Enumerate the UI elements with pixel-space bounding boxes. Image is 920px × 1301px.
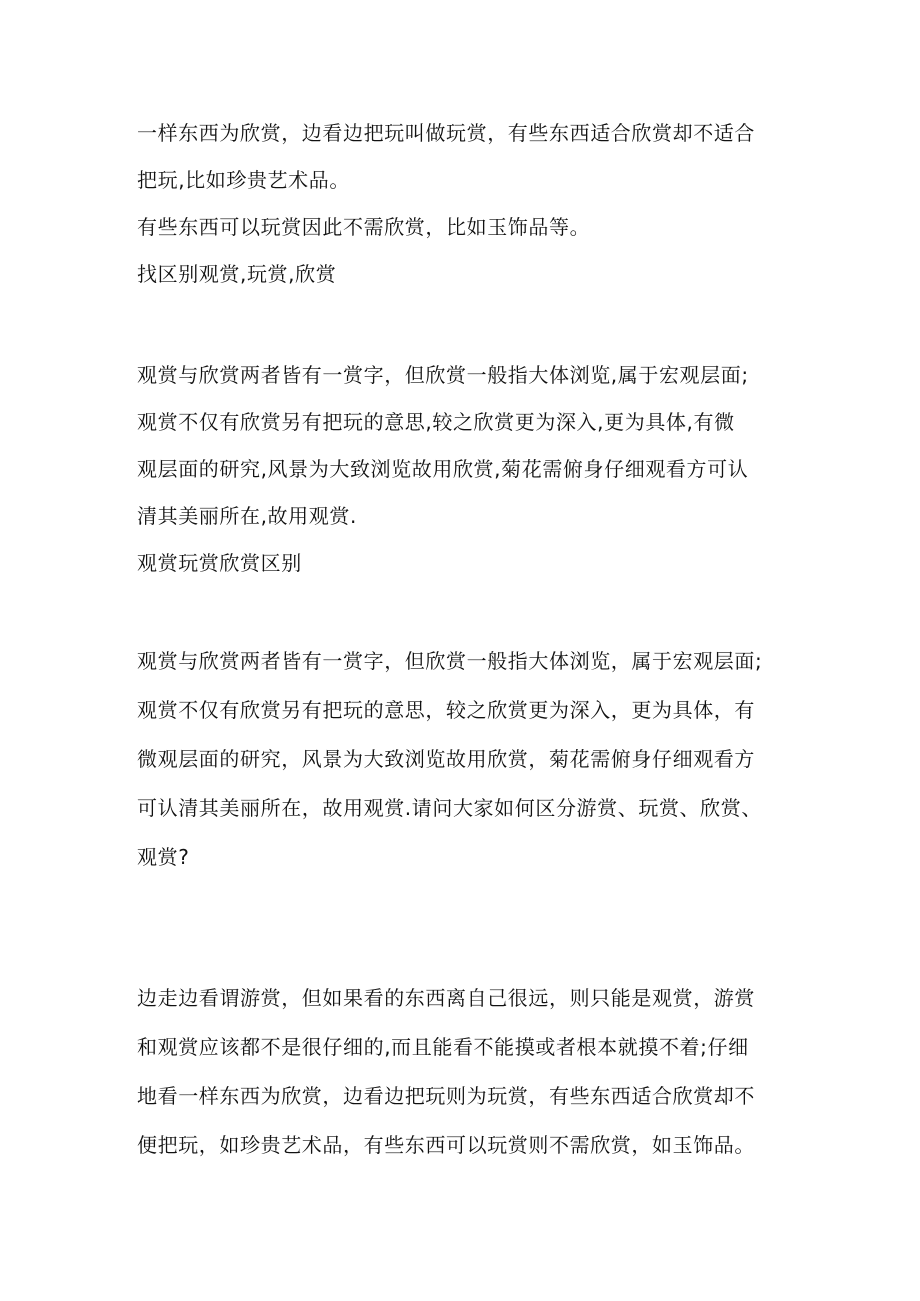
text-line: 观赏与欣赏两者皆有一赏字，但欣赏一般指大体浏览，属于宏观层面; [137,649,763,673]
text-line: 观赏玩赏欣赏区别 [137,551,302,575]
section-2 [137,352,797,587]
text-line: 可认清其美丽所在，故用观赏.请问大家如何区分游赏、玩赏、欣赏、 [137,796,762,820]
section-3 [137,637,797,882]
text-line: 边走边看谓游赏，但如果看的东西离自己很远，则只能是观赏，游赏 [137,986,755,1010]
text-line: 有些东西可以玩赏因此不需欣赏，比如玉饰品等。 [137,215,591,239]
text-line: 便把玩，如珍贵艺术品，有些东西可以玩赏则不需欣赏，如玉饰品。 [137,1133,755,1157]
text-line: 观赏不仅有欣赏另有把玩的意思，较之欣赏更为深入，更为具体，有 [137,698,755,722]
text-line: 微观层面的研究，风景为大致浏览故用欣赏，菊花需俯身仔细观看方 [137,747,755,771]
text-line: 找区别观赏,玩赏,欣赏 [137,262,337,286]
text-line: 地看一样东西为欣赏，边看边把玩则为玩赏，有些东西适合欣赏却不 [137,1084,755,1108]
text-line: 观层面的研究,风景为大致浏览故用欣赏,菊花需俯身仔细观看方可认 [137,457,749,481]
text-line: 把玩,比如珍贵艺术品。 [137,168,350,192]
text-line: 观赏不仅有欣赏另有把玩的意思,较之欣赏更为深入,更为具体,有微 [137,410,735,434]
text-line: 和观赏应该都不是很仔细的,而且能看不能摸或者根本就摸不着;仔细 [137,1035,749,1059]
text-line: 观赏? [137,845,190,869]
text-line: 清其美丽所在,故用观赏. [137,504,357,528]
text-line: 观赏与欣赏两者皆有一赏字，但欣赏一般指大体浏览,属于宏观层面; [137,363,749,387]
section-4 [137,974,797,1170]
text-line: 一样东西为欣赏，边看边把玩叫做玩赏，有些东西适合欣赏却不适合 [137,121,755,145]
section-1 [137,110,797,298]
